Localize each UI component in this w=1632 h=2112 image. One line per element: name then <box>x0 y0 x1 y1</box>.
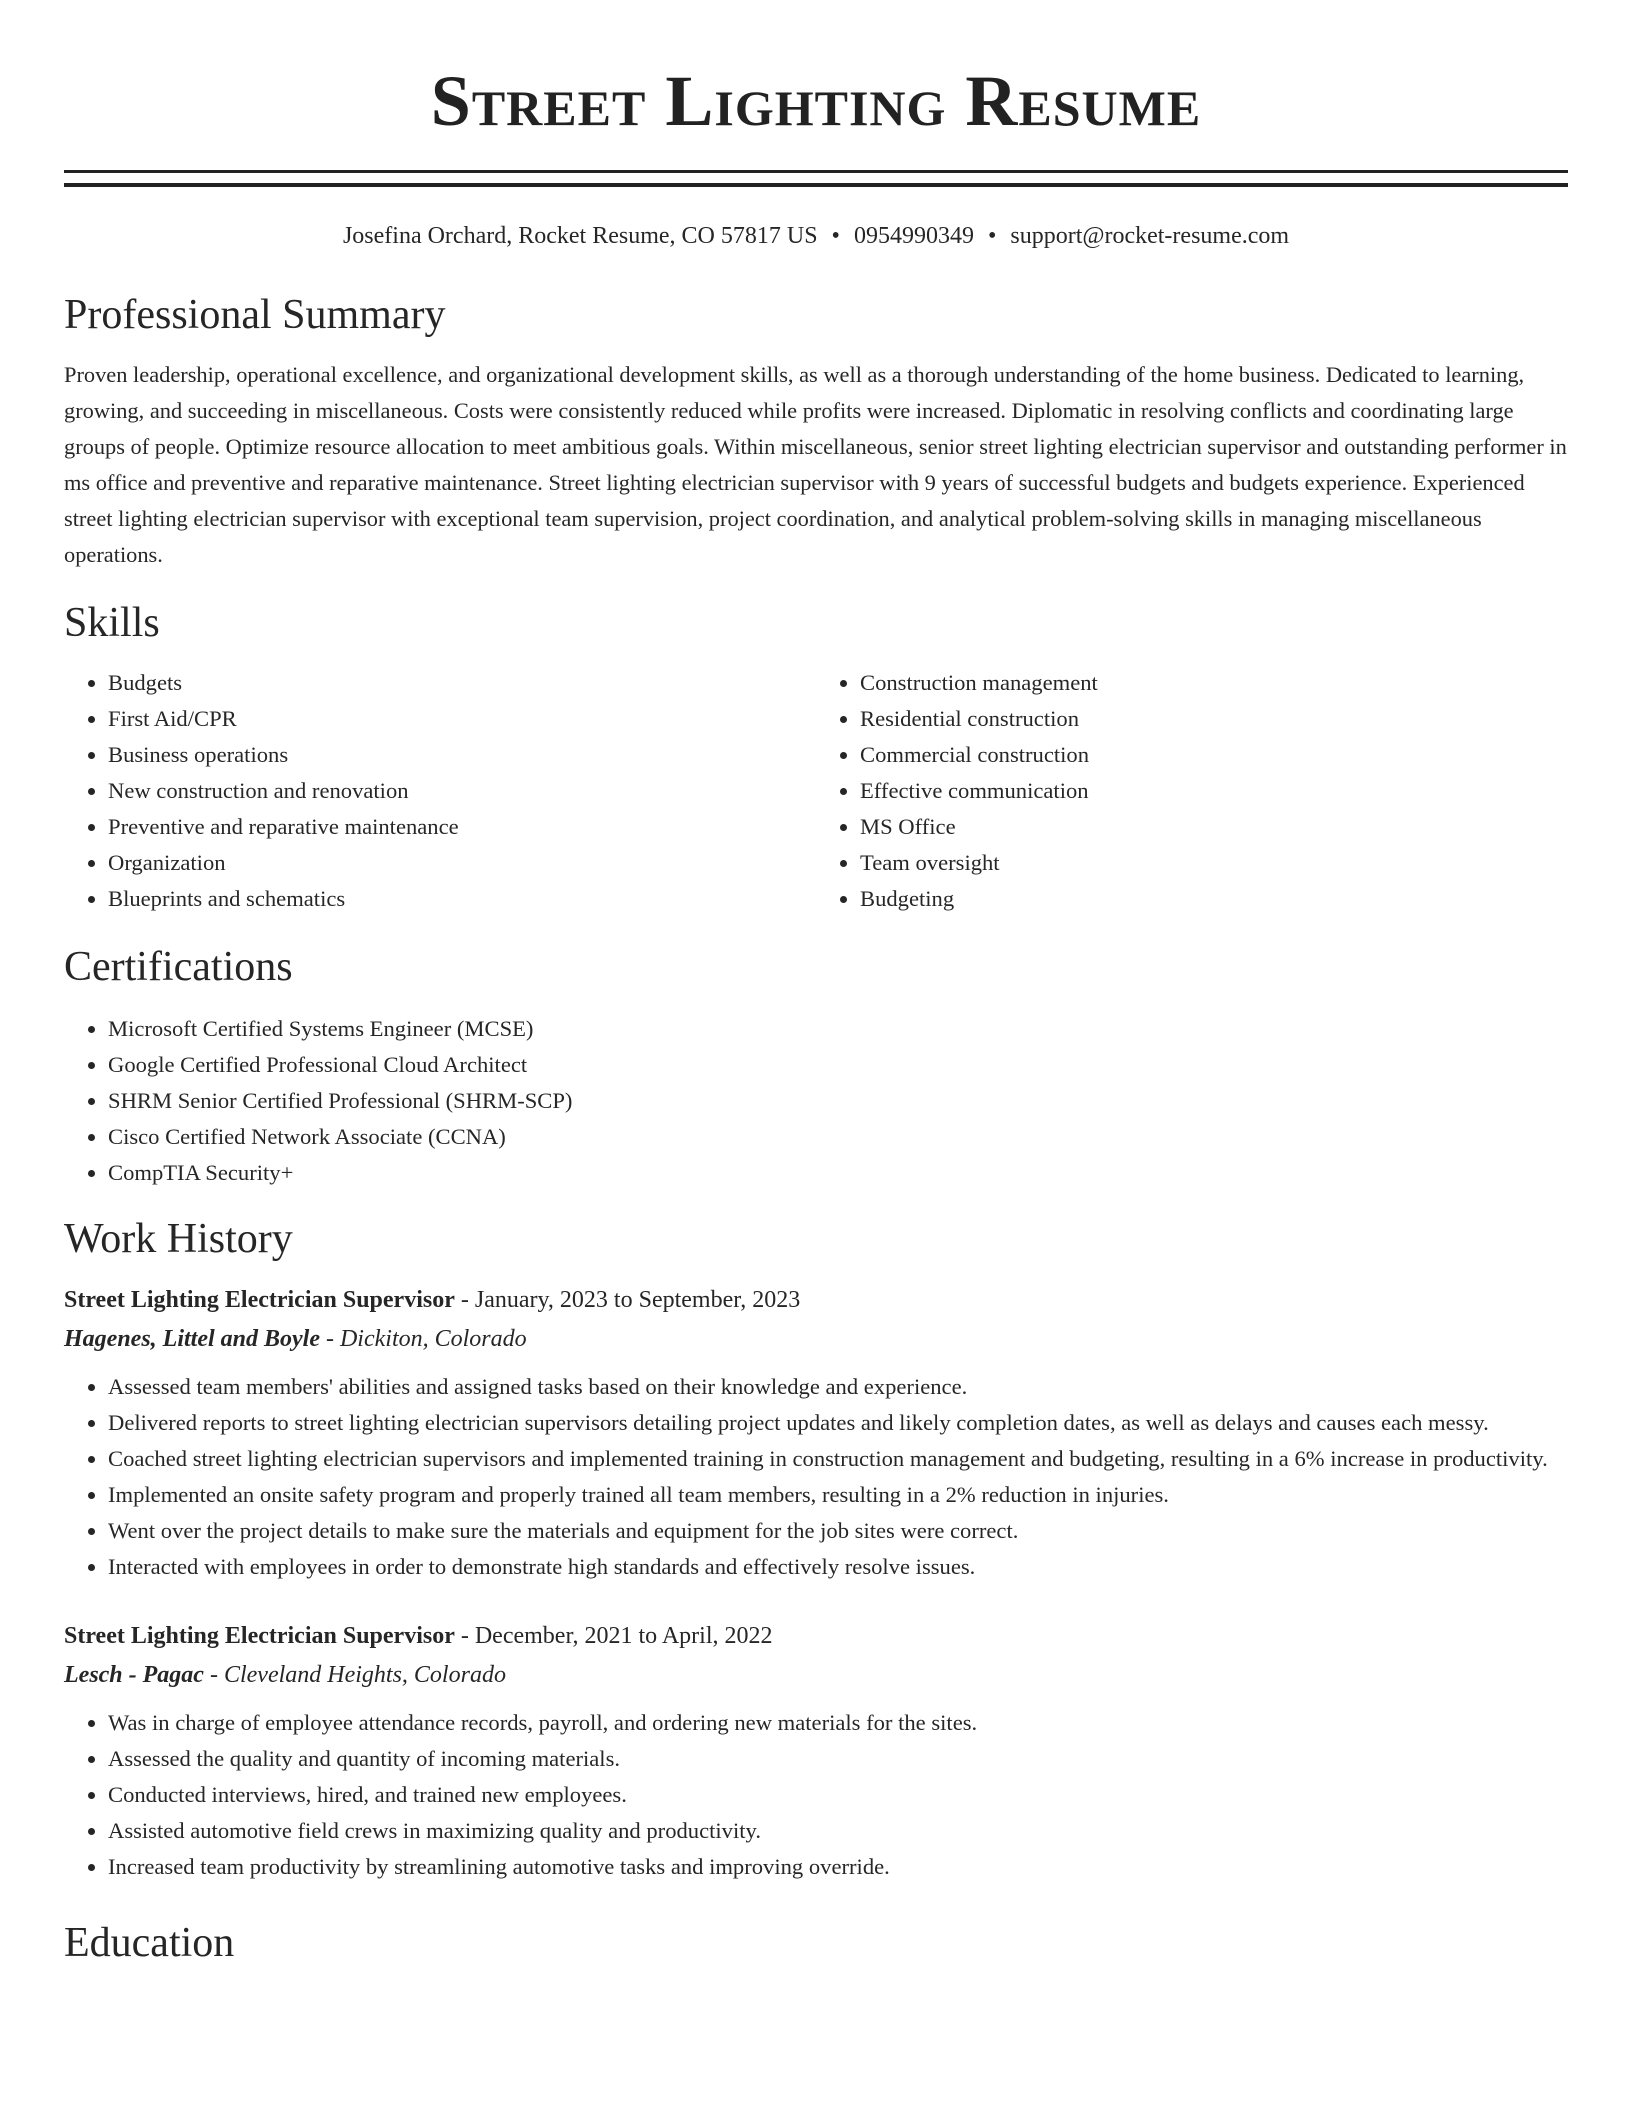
contact-separator: • <box>987 223 997 249</box>
job-duty: • Assessed team members' abilities and assigned tasks based on their knowledge and experience. <box>108 1369 1568 1405</box>
certifications-list <box>64 1011 1568 1191</box>
skill-item: • New construction and renovation <box>108 773 816 809</box>
job-dates: - January, 2023 to September, 2023 <box>460 1287 801 1313</box>
skill-item: • Team oversight <box>860 845 1568 881</box>
job-duty: • Went over the project details to make sure the materials and equipment for the job sites were correct. <box>108 1513 1568 1549</box>
contact-line <box>64 221 1568 251</box>
employer-line <box>64 1655 1568 1695</box>
employer-location: - Dickiton, Colorado <box>325 1326 527 1352</box>
summary-text: Proven leadership, operational excellence, and organizational development skills, as well as a thorough understanding of the home business. Dedicated to learning, growing, and succeeding in miscellaneous. Costs were consistently reduced while profits were increased. Diplomatic in resolving conflicts and coordinating large groups of people. Optimize resource allocation to meet ambitious goals. Within miscellaneous, senior street lighting electrician supervisor and outstanding performer in ms office and preventive and reparative maintenance. Street lighting electrician supervisor with 9 years of successful budgets and budgets experience. Experienced street lighting electrician supervisor with exceptional team supervision, project coordination, and analytical problem-solving skills in managing miscellaneous operations. <box>64 362 1567 567</box>
skill-item: • Blueprints and schematics <box>108 881 816 917</box>
certifications-heading: Certifications <box>64 944 293 990</box>
job-duties-list <box>64 1705 1568 1885</box>
job-duty: • Conducted interviews, hired, and trained new employees. <box>108 1777 1568 1813</box>
education-section <box>64 1919 1568 1967</box>
job-title-line <box>64 1281 1568 1319</box>
skill-item: • MS Office <box>860 809 1568 845</box>
job-duty: • Implemented an onsite safety program and properly trained all team members, resulting in a 2% reduction in injuries. <box>108 1477 1568 1513</box>
skills-column-left <box>64 665 816 917</box>
job-title: Street Lighting Electrician Supervisor <box>64 1623 455 1649</box>
work-history-section <box>64 1215 1568 1885</box>
skill-item: • Budgeting <box>860 881 1568 917</box>
education-heading: Education <box>64 1920 235 1966</box>
skills-list-left <box>64 665 816 917</box>
job-title: Street Lighting Electrician Supervisor <box>64 1287 455 1313</box>
certification-item: • SHRM Senior Certified Professional (SHRM-SCP) <box>108 1083 1568 1119</box>
skills-columns <box>64 665 1568 917</box>
summary-heading: Professional Summary <box>64 292 446 338</box>
job-entry <box>64 1617 1568 1885</box>
employer-name: Hagenes, Littel and Boyle <box>64 1326 320 1352</box>
contact-address: Josefina Orchard, Rocket Resume, CO 57817 US <box>342 223 818 249</box>
job-duty: • Was in charge of employee attendance records, payroll, and ordering new materials for the sites. <box>108 1705 1568 1741</box>
skill-item: • Effective communication <box>860 773 1568 809</box>
employer-name: Lesch - Pagac <box>64 1662 204 1688</box>
skill-item: • First Aid/CPR <box>108 701 816 737</box>
certifications-section <box>64 943 1568 1191</box>
job-title-line <box>64 1617 1568 1655</box>
certification-item: • Google Certified Professional Cloud Architect <box>108 1047 1568 1083</box>
skill-item: • Organization <box>108 845 816 881</box>
job-duty: • Delivered reports to street lighting electrician supervisors detailing project updates and likely completion dates, as well as delays and causes each messy. <box>108 1405 1568 1441</box>
resume-title: Street Lighting Resume <box>430 61 1202 141</box>
work-history-heading: Work History <box>64 1216 293 1262</box>
job-dates: - December, 2021 to April, 2022 <box>460 1623 773 1649</box>
title-double-rule <box>64 170 1568 187</box>
employer-line <box>64 1319 1568 1359</box>
job-duties-list <box>64 1369 1568 1585</box>
employer-location: - Cleveland Heights, Colorado <box>209 1662 506 1688</box>
skills-list-right <box>816 665 1568 917</box>
certification-item: • Microsoft Certified Systems Engineer (MCSE) <box>108 1011 1568 1047</box>
professional-summary-section <box>64 291 1568 573</box>
skills-section <box>64 599 1568 917</box>
certification-item: • CompTIA Security+ <box>108 1155 1568 1191</box>
skill-item: • Residential construction <box>860 701 1568 737</box>
job-duty: • Assisted automotive field crews in maximizing quality and productivity. <box>108 1813 1568 1849</box>
skill-item: • Construction management <box>860 665 1568 701</box>
job-entry <box>64 1281 1568 1585</box>
job-duty: • Assessed the quality and quantity of incoming materials. <box>108 1741 1568 1777</box>
contact-separator: • <box>831 223 840 249</box>
skills-column-right <box>816 665 1568 917</box>
skill-item: • Preventive and reparative maintenance <box>108 809 816 845</box>
certification-item: • Cisco Certified Network Associate (CCNA) <box>108 1119 1568 1155</box>
job-duty: • Increased team productivity by streamlining automotive tasks and improving override. <box>108 1849 1568 1885</box>
job-duty: • Coached street lighting electrician supervisors and implemented training in construction management and budgeting, resulting in a 6% increase in productivity. <box>108 1441 1568 1477</box>
skill-item: • Commercial construction <box>860 737 1568 773</box>
contact-phone: 0954990349 <box>853 223 974 249</box>
contact-email: support@rocket-resume.com <box>1010 223 1290 249</box>
skill-item: • Business operations <box>108 737 816 773</box>
skills-heading: Skills <box>64 600 160 646</box>
job-duty: • Interacted with employees in order to demonstrate high standards and effectively resolve issues. <box>108 1549 1568 1585</box>
skill-item: • Budgets <box>108 665 816 701</box>
